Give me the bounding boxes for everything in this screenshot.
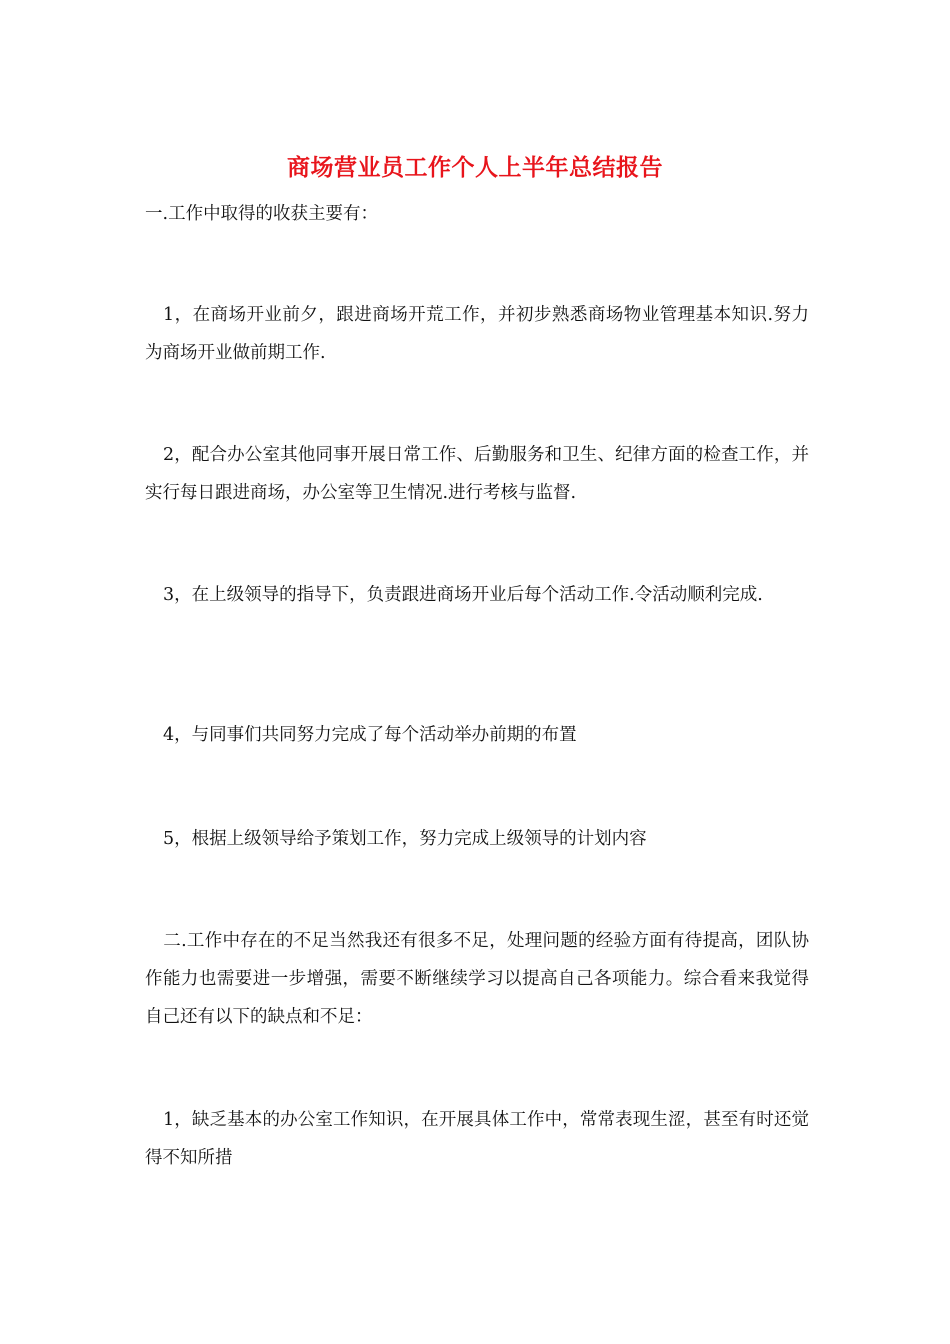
paragraph <box>145 922 809 1036</box>
paragraph <box>145 716 809 754</box>
paragraph-text: 1，在商场开业前夕，跟进商场开荒工作，并初步熟悉商场物业管理基本知识.努力为商场开业做前期工作. <box>145 305 809 363</box>
section-heading <box>145 195 809 233</box>
paragraph-text: 1，缺乏基本的办公室工作知识，在开展具体工作中，常常表现生涩，甚至有时还觉得不知所措 <box>145 1110 809 1168</box>
paragraph-text: 2，配合办公室其他同事开展日常工作、后勤服务和卫生、纪律方面的检查工作，并实行每日跟进商场，办公室等卫生情况.进行考核与监督. <box>145 445 809 503</box>
paragraph-text: 3，在上级领导的指导下，负责跟进商场开业后每个活动工作.令活动顺利完成. <box>163 585 763 605</box>
paragraph <box>145 820 809 858</box>
paragraph <box>145 576 809 614</box>
paragraph <box>145 436 809 512</box>
paragraph <box>145 296 809 372</box>
paragraph-text: 5，根据上级领导给予策划工作，努力完成上级领导的计划内容 <box>163 829 647 849</box>
section-heading-text: 一.工作中取得的收获主要有： <box>145 204 379 224</box>
paragraph-text: 二.工作中存在的不足当然我还有很多不足，处理问题的经验方面有待提高，团队协作能力也需要进一步增强，需要不断继续学习以提高自己各项能力。综合看来我觉得自己还有以下的缺点和不足： <box>145 931 809 1027</box>
document-title: 商场营业员工作个人上半年总结报告 <box>287 155 663 181</box>
paragraph <box>145 1101 809 1177</box>
paragraph-text: 4，与同事们共同努力完成了每个活动举办前期的布置 <box>163 725 577 745</box>
